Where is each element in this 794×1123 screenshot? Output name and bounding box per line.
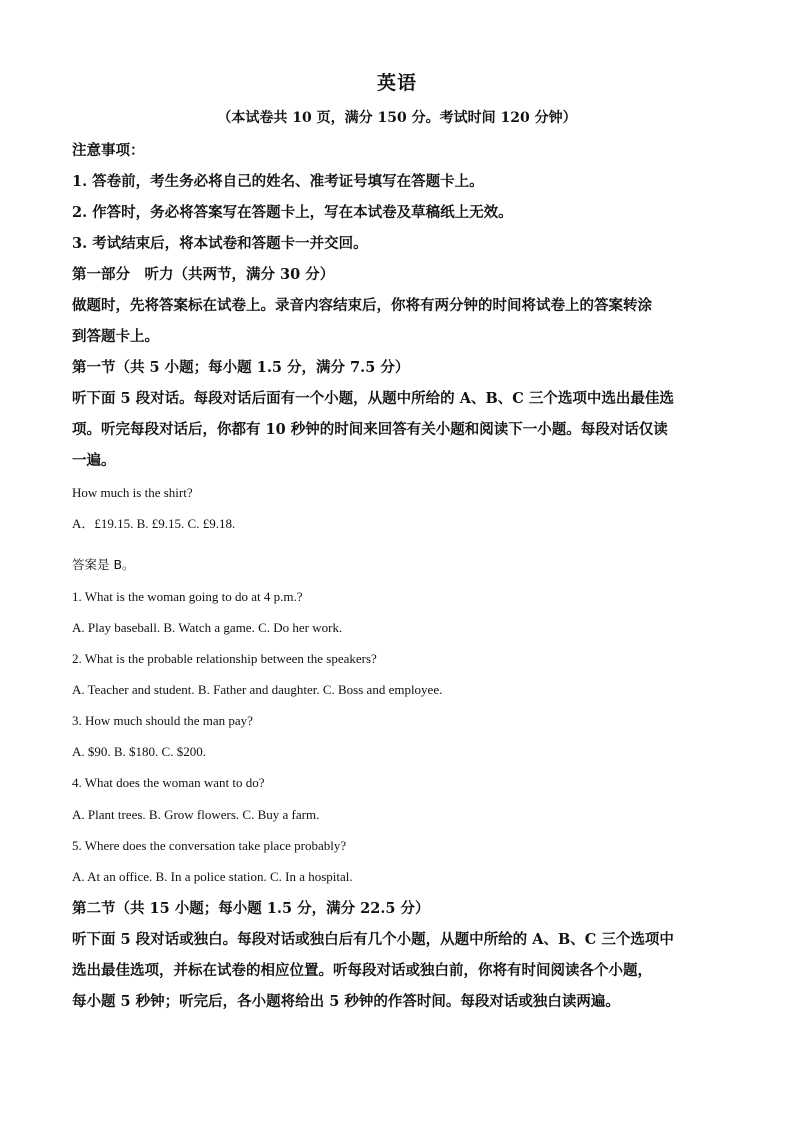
section2-heading: 第二节（共 15 小题；每小题 1.5 分，满分 22.5 分） <box>72 900 430 917</box>
section2-instruction-line-3: 每小题 5 秒钟；听完后，各小题将给出 5 秒钟的作答时间。每段对话或独白读两遍。 <box>72 993 620 1010</box>
question-3: 3. How much should the man pay? <box>72 713 253 728</box>
question-5: 5. Where does the conversation take place probably? <box>72 838 347 853</box>
question-2: 2. What is the probable relationship between the speakers? <box>72 651 377 666</box>
question-4: 4. What does the woman want to do? <box>72 775 265 790</box>
question-5-options: A. At an office. B. In a police station. C. In a hospital. <box>72 869 353 884</box>
part1-heading: 第一部分 听力（共两节，满分 30 分） <box>72 266 335 283</box>
example-question: How much is the shirt? <box>72 485 193 500</box>
example-options: A．£19.15. B. £9.15. C. £9.18. <box>72 516 236 531</box>
section1-instruction-line-2: 项。听完每段对话后，你都有 10 秒钟的时间来回答有关小题和阅读下一小题。每段对话仅读 <box>72 421 668 438</box>
part1-instruction-line-2: 到答题卡上。 <box>72 328 159 345</box>
section2-instruction-line-1: 听下面 5 段对话或独白。每段对话或独白后有几个小题，从题中所给的 A、B、C 三个选项中 <box>72 931 674 948</box>
question-3-options: A. $90. B. $180. C. $200. <box>72 744 206 759</box>
page-subtitle: （本试卷共 10 页，满分 150 分。考试时间 120 分钟） <box>217 110 577 126</box>
section2-instruction-line-2: 选出最佳选项，并标在试卷的相应位置。听每段对话或独白前，你将有时间阅读各个小题， <box>72 962 652 979</box>
notes-item-2: 2. 作答时，务必将答案写在答题卡上，写在本试卷及草稿纸上无效。 <box>72 204 513 221</box>
part1-instruction-line-1: 做题时，先将答案标在试卷上。录音内容结束后，你将有两分钟的时间将试卷上的答案转涂 <box>72 297 652 314</box>
notes-item-3: 3. 考试结束后，将本试卷和答题卡一并交回。 <box>72 235 368 252</box>
example-answer: 答案是 B。 <box>72 557 135 572</box>
question-1: 1. What is the woman going to do at 4 p.m.? <box>72 589 303 604</box>
question-1-options: A. Play baseball. B. Watch a game. C. Do her work. <box>72 620 343 635</box>
page-title: 英语 <box>376 72 417 94</box>
section1-instruction-line-1: 听下面 5 段对话。每段对话后面有一个小题，从题中所给的 A、B、C 三个选项中选出最佳选 <box>72 390 674 407</box>
section1-heading: 第一节（共 5 小题；每小题 1.5 分，满分 7.5 分） <box>72 359 410 376</box>
question-2-options: A. Teacher and student. B. Father and daughter. C. Boss and employee. <box>72 682 443 697</box>
section1-instruction-line-3: 一遍。 <box>72 452 116 469</box>
question-4-options: A. Plant trees. B. Grow flowers. C. Buy a farm. <box>72 807 320 822</box>
notes-item-1: 1. 答卷前，考生务必将自己的姓名、准考证号填写在答题卡上。 <box>72 173 484 190</box>
notes-heading: 注意事项： <box>72 142 145 159</box>
